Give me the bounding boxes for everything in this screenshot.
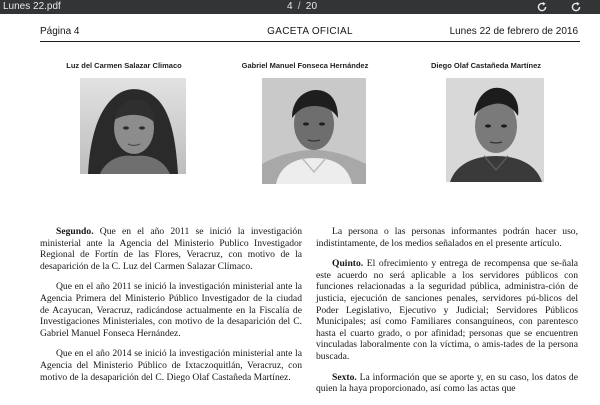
pdf-viewer-toolbar [0, 0, 600, 14]
page-header [40, 26, 580, 40]
publication-title: GACETA OFICIAL [267, 26, 353, 37]
missing-person-photo-1 [80, 78, 186, 174]
header-divider [40, 41, 580, 42]
missing-person-photo-2 [262, 78, 366, 184]
right-text-column [316, 226, 578, 404]
page-counter[interactable] [287, 0, 317, 13]
paragraph-segundo [40, 226, 302, 272]
pdf-page [0, 14, 600, 405]
paragraph-text: La persona o las personas informantes podrán hacer uso, indistintamente, de los medios señalados en el presente artículo. [316, 226, 578, 249]
publication-date: Lunes 22 de febrero de 2016 [449, 26, 578, 37]
paragraph-text: Que en el año 2011 se inició la investigación ministerial ante la Agencia del Ministerio Publico Investigador Regional de Fortín de las Flores, Veracruz, con motivo de la desaparición de la C. Luz del Carmen Salazar Clímaco. [40, 226, 302, 272]
photo-caption-2: Gabriel Manuel Fonseca Hernández [241, 61, 369, 70]
paragraph-text: Que en el año 2014 se inició la investigación ministerial ante la Agencia del Ministerio Público de Ixtaczoquitlán, Veracruz, con motivo de la desaparición del C. Diego Olaf Castañeda Martínez. [40, 348, 302, 383]
file-name: Lunes 22.pdf [3, 1, 61, 12]
download-icon[interactable] [570, 1, 582, 13]
paragraph-label: Sexto. [332, 371, 357, 383]
left-text-column [40, 226, 302, 392]
paragraph-text: La información que se aporte y, en su caso, los datos de quien la haya proporcionado, así como las actas que [316, 371, 578, 395]
current-page[interactable]: 4 [287, 1, 293, 12]
total-pages: 20 [305, 1, 318, 12]
paragraph-label: Quinto. [332, 258, 364, 270]
missing-person-photo-3 [446, 78, 544, 182]
photo-caption-3: Diego Olaf Castañeda Martínez [430, 61, 542, 70]
page-number-label: Página 4 [40, 26, 80, 37]
paragraph-quinto [316, 258, 578, 362]
paragraph-text: Que en el año 2011 se inició la investigación ministerial ante la Agencia Primera del Ministerio Público Investigador de la ciudad de Acayucan, Veracruz, radicándose actualmente en la Fiscalía de Investigaciones Ministeriales, con motivo de la desaparición del C. Gabriel Manuel Fonseca Hernández. [40, 281, 302, 339]
paragraph-sexto [316, 372, 578, 395]
rotate-icon[interactable] [536, 1, 548, 13]
paragraph-label: Segundo. [56, 226, 94, 237]
photo-caption-1: Luz del Carmen Salazar Climaco [66, 61, 182, 70]
page-separator: / [297, 1, 301, 12]
paragraph-text: El ofrecimiento y entrega de recompensa que se-ñala este acuerdo no será aplicable a los servidores públicos con funciones relacionadas a la seguridad pública, administra-ción de justicia, ejecución de sanciones penales, servidores pú-blicos del Poder Legislativo, Ejecutivo y Judicial; Servidores Públicos Municipales; así como Familiares consanguíneos, con parentesco hasta el cuarto grado, o por afinidad; personas que se encuentren vinculadas laboralmente con la víctima, o amis-tades de la persona buscada. [316, 258, 578, 362]
